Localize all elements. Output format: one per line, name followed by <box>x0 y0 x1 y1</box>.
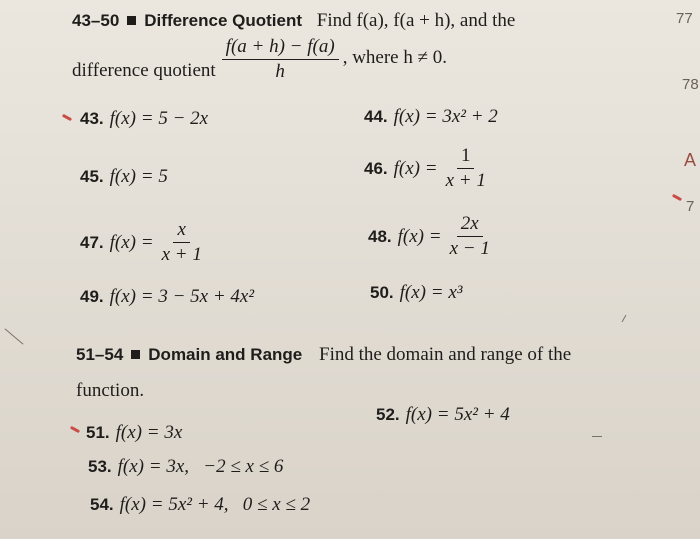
problem-47: 47. f(x) = $\frac{x}{x + 1}$ <box>80 220 210 265</box>
problem-48-fraction: $\frac{2x}{x - 1}$ <box>449 213 490 259</box>
problem-53: 53. f(x) = 3x, −2 ≤ x ≤ 6 <box>88 456 284 477</box>
problem-43: 43. f(x) = 5 − 2x <box>80 108 209 129</box>
margin-number: 7 <box>686 198 695 215</box>
margin-letter: A <box>684 150 697 170</box>
problem-46-fraction: $\frac{1}{x + 1}$ <box>445 145 486 191</box>
highlight-mark-icon <box>672 194 682 201</box>
difference-quotient-fraction <box>222 37 339 82</box>
highlight-mark-icon <box>70 426 80 433</box>
difference-quotient-label: difference quotient <box>72 59 216 81</box>
problem-52: 52. f(x) = 5x² + 4 <box>376 404 510 425</box>
section-header-difference-quotient <box>72 10 515 32</box>
section-instruction: Find the domain and range of the <box>319 344 572 365</box>
fraction-denominator: h <box>275 61 285 82</box>
problem-50: 50. f(x) = x³ <box>370 282 463 303</box>
problem-46: 46. f(x) = $\frac{1}{x + 1}$ <box>364 146 494 191</box>
margin-problem-number: 78 <box>682 76 699 93</box>
section-number: 43–50 <box>72 11 120 30</box>
problem-48: 48. f(x) = $\frac{2x}{x - 1}$ <box>368 214 498 259</box>
problem-47-fraction: $\frac{x}{x + 1}$ <box>161 219 202 265</box>
square-bullet-icon <box>131 350 140 359</box>
square-bullet-icon <box>127 16 136 25</box>
section-header-domain-range <box>76 344 571 366</box>
section-instruction-continued: function. <box>76 380 145 401</box>
section-instruction: Find f(a), f(a + h), and the <box>316 10 516 31</box>
problem-51: 51. f(x) = 3x <box>86 422 183 443</box>
margin-page-number: 77 <box>676 10 693 27</box>
pencil-mark-icon <box>592 436 602 437</box>
section-number: 51–54 <box>76 345 124 364</box>
problem-49: 49. f(x) = 3 − 5x + 4x² <box>80 286 255 307</box>
pencil-mark-icon <box>622 315 627 322</box>
problem-54: 54. f(x) = 5x² + 4, 0 ≤ x ≤ 2 <box>90 494 311 515</box>
pencil-mark-icon <box>4 328 23 344</box>
highlight-mark-icon <box>62 114 72 121</box>
fraction-numerator: f(a + h) − f(a) <box>222 37 339 60</box>
problem-45: 45. f(x) = 5 <box>80 166 168 187</box>
section-title: Difference Quotient <box>144 11 303 30</box>
condition-text: , where h ≠ 0. <box>342 46 448 68</box>
section-title: Domain and Range <box>148 345 303 364</box>
problem-44: 44. f(x) = 3x² + 2 <box>364 106 498 127</box>
difference-quotient-line <box>72 37 447 82</box>
